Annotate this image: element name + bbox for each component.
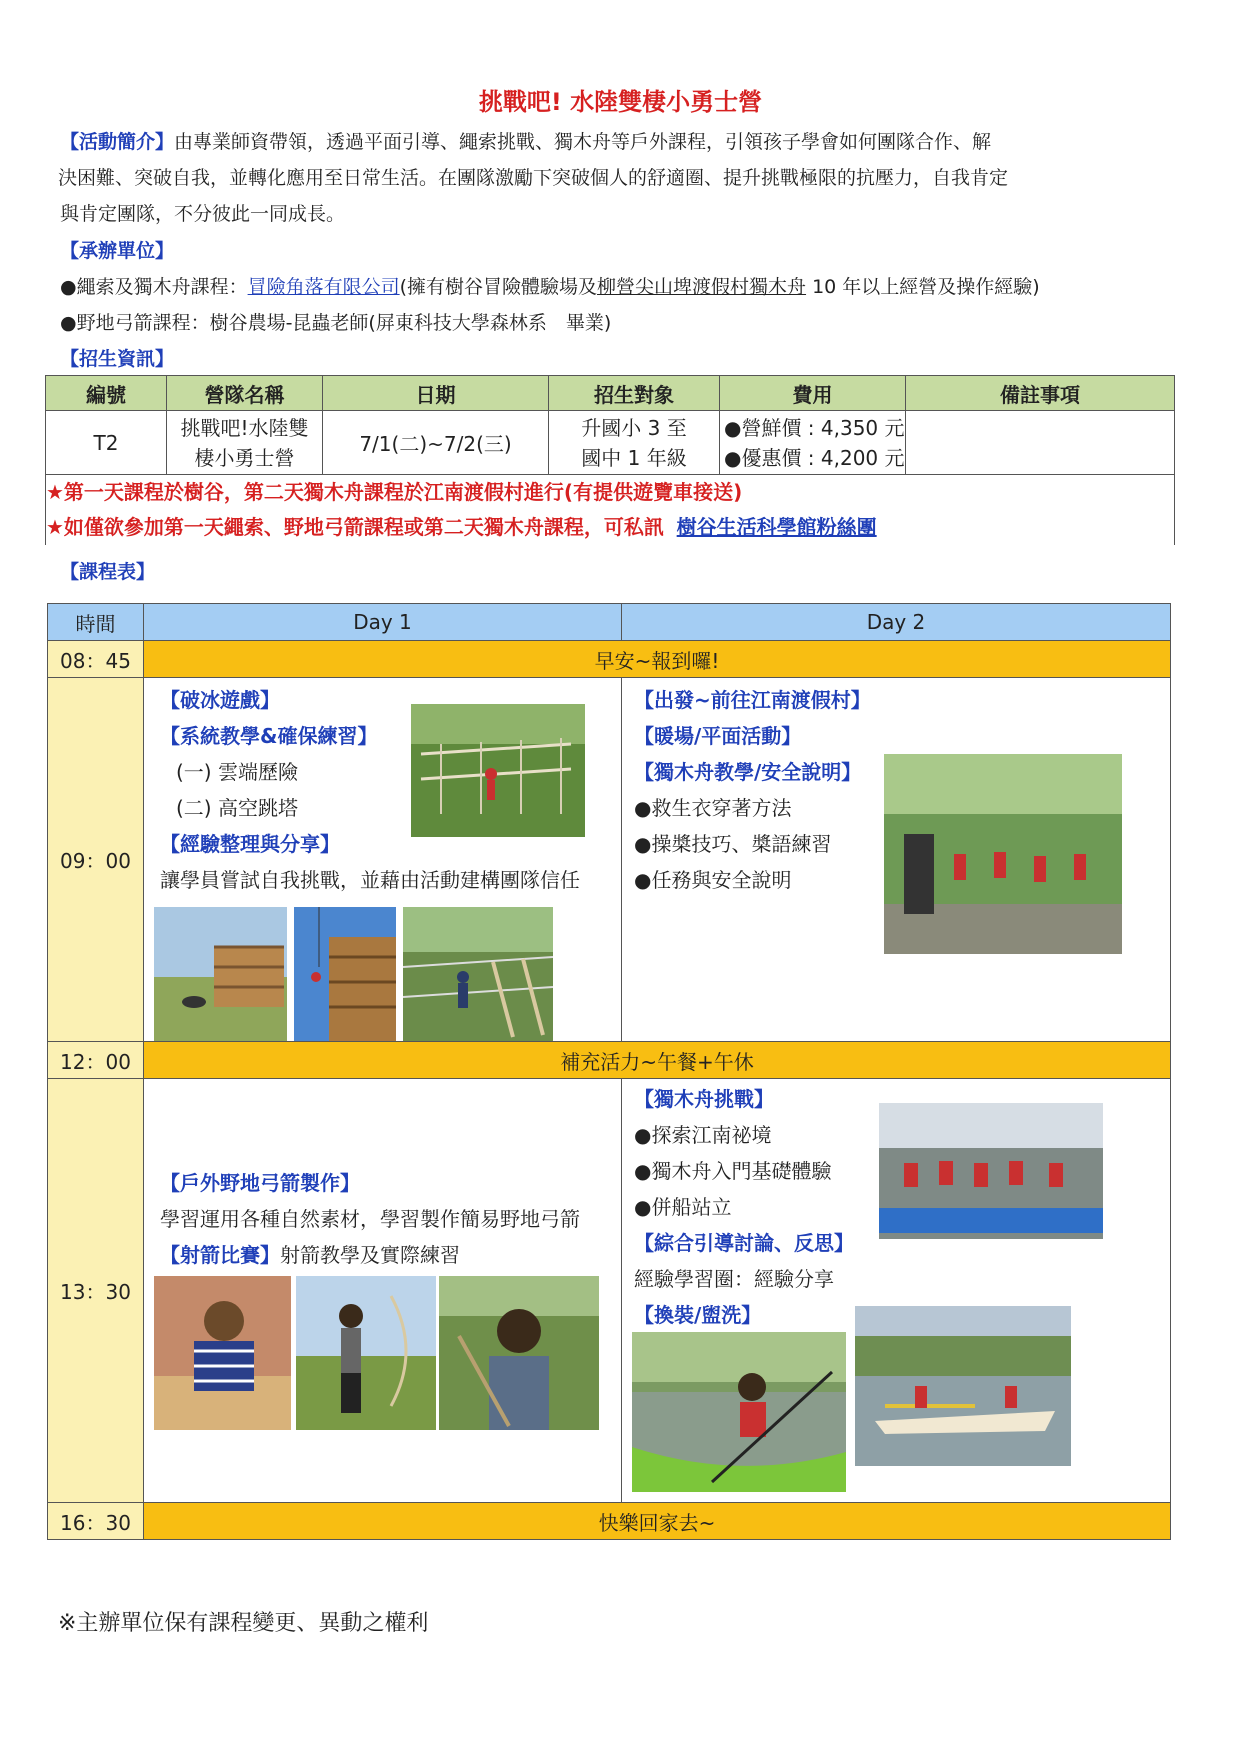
experience-sharing-heading: 【經驗整理與分享】: [160, 832, 340, 856]
time-1330: 13：30: [48, 1079, 144, 1503]
rope-place: 柳營尖山埤渡假村獨木舟: [597, 276, 807, 298]
schedule-header-day2: Day 2: [622, 604, 1171, 641]
schedule-label: 【課程表】: [60, 561, 156, 583]
enroll-code: T2: [46, 411, 167, 475]
enroll-header-target: 招生對象: [549, 376, 720, 411]
depart-heading: 【出發~前往江南渡假村】: [634, 688, 871, 712]
fan-page-link[interactable]: 樹谷生活科學館粉絲團: [676, 515, 877, 539]
schedule-table: [47, 603, 1171, 1540]
schedule-header-time: 時間: [48, 604, 144, 641]
archery-contest-heading: 【射箭比賽】: [160, 1243, 280, 1267]
enroll-camp-name: 挑戰吧!水陸雙 棲小勇士營: [167, 411, 323, 475]
enroll-note-2: ★如僅欲參加第一天繩索、野地弓箭課程或第二天獨木舟課程，可私訊: [46, 515, 664, 539]
high-jump-tower-item: (二) 高空跳塔: [176, 796, 298, 820]
mission-safety-item: ●任務與安全說明: [634, 868, 792, 892]
boat-standing-item: ●併船站立: [634, 1195, 732, 1219]
archery-making-text: 學習運用各種自然素材，學習製作簡易野地弓箭: [160, 1207, 580, 1231]
photo-paddle-lesson: [884, 754, 1122, 954]
photo-boy-with-bow: [439, 1276, 599, 1430]
canoe-challenge-heading: 【獨木舟挑戰】: [634, 1087, 774, 1111]
enroll-remark: [906, 411, 1175, 475]
reflection-heading: 【綜合引導討論、反思】: [634, 1231, 854, 1255]
reflection-text: 經驗學習圈：經驗分享: [634, 1267, 834, 1291]
photo-high-tower: [294, 907, 396, 1041]
row-go-home: 快樂回家去~: [144, 1503, 1171, 1540]
experience-sharing-text: 讓學員嘗試自我挑戰，並藉由活動建構團隊信任: [160, 868, 580, 892]
time-0900: 09：00: [48, 678, 144, 1042]
photo-bow-making: [154, 1276, 291, 1430]
day2-morning: [622, 678, 1171, 1042]
enroll-target: 升國小 3 至 國中 1 年級: [549, 411, 720, 475]
time-1630: 16：30: [48, 1503, 144, 1540]
intro-line-1: 由專業師資帶領，透過平面引導、繩索挑戰、獨木舟等戶外課程，引領孩子學會如何團隊合作、解: [174, 131, 992, 153]
enroll-header-date: 日期: [323, 376, 549, 411]
intro-line-3: 與肯定團隊，不分彼此一同成長。: [60, 203, 346, 225]
cloud-adventure-item: (一) 雲端歷險: [176, 760, 298, 784]
intro-paragraph: [60, 124, 1180, 232]
photo-rope-bridge: [403, 907, 553, 1041]
day2-afternoon: [622, 1079, 1171, 1503]
rope-company-link[interactable]: 冒險角落有限公司: [247, 276, 400, 298]
enroll-label: 【招生資訊】: [60, 348, 175, 370]
canoe-teaching-heading: 【獨木舟教學/安全說明】: [634, 760, 862, 784]
photo-boat-standing: [879, 1103, 1103, 1239]
warmup-heading: 【暖場/平面活動】: [634, 724, 802, 748]
icebreaker-heading: 【破冰遊戲】: [160, 688, 280, 712]
archery-making-heading: 【戶外野地弓箭製作】: [160, 1171, 360, 1195]
enroll-table: [45, 375, 1175, 545]
intro-label: 【活動簡介】: [60, 131, 175, 153]
system-teaching-heading: 【系統教學&確保練習】: [160, 724, 378, 748]
enroll-note-1: ★第一天課程於樹谷，第二天獨木舟課程於江南渡假村進行(有提供遊覽車接送): [46, 480, 743, 504]
organizer-label: 【承辦單位】: [60, 240, 175, 262]
rope-course-suffix: 10 年以上經營及操作經驗): [806, 276, 1040, 298]
photo-zipline-platform: [154, 907, 287, 1041]
day1-afternoon: [144, 1079, 622, 1503]
paddle-skill-item: ●操槳技巧、槳語練習: [634, 832, 832, 856]
rope-course-prefix: ●繩索及獨木舟課程：: [60, 276, 248, 298]
photo-ropes-course: [411, 704, 585, 837]
row-checkin: 早安~報到囉!: [144, 641, 1171, 678]
change-wash-heading: 【換裝/盥洗】: [634, 1303, 762, 1327]
enroll-fee: ●營鮮價 : 4,350 元 ●優惠價 : 4,200 元: [720, 411, 906, 475]
explore-item: ●探索江南祕境: [634, 1123, 772, 1147]
time-0845: 08：45: [48, 641, 144, 678]
archery-contest-text: 射箭教學及實際練習: [280, 1243, 460, 1267]
enroll-header-code: 編號: [46, 376, 167, 411]
organizer-section: [60, 233, 1180, 377]
enroll-header-name: 營隊名稱: [167, 376, 323, 411]
basic-experience-item: ●獨木舟入門基礎體驗: [634, 1159, 832, 1183]
archery-course: ●野地弓箭課程：樹谷農場-昆蟲老師(屏東科技大學森林系 畢業): [60, 312, 612, 334]
page-title: 挑戰吧! 水陸雙棲小勇士營: [478, 88, 763, 116]
time-1200: 12：00: [48, 1042, 144, 1079]
rope-course-mid: (擁有樹谷冒險體驗場及: [399, 276, 598, 298]
photo-archery-practice: [296, 1276, 436, 1430]
row-lunch: 補充活力~午餐+午休: [144, 1042, 1171, 1079]
day1-morning: [144, 678, 622, 1042]
enroll-header-remark: 備註事項: [906, 376, 1175, 411]
photo-kayak-lake: [855, 1306, 1071, 1466]
footer-note: ※主辦單位保有課程變更、異動之權利: [58, 1611, 429, 1636]
photo-kayak-paddling: [632, 1332, 846, 1492]
enroll-date: 7/1(二)~7/2(三): [323, 411, 549, 475]
lifejacket-item: ●救生衣穿著方法: [634, 796, 792, 820]
intro-line-2: 決困難、突破自我，並轉化應用至日常生活。在團隊激勵下突破個人的舒適圈、提升挑戰極限的抗壓力，自我肯定: [58, 167, 1009, 189]
schedule-header-day1: Day 1: [144, 604, 622, 641]
enroll-header-fee: 費用: [720, 376, 906, 411]
